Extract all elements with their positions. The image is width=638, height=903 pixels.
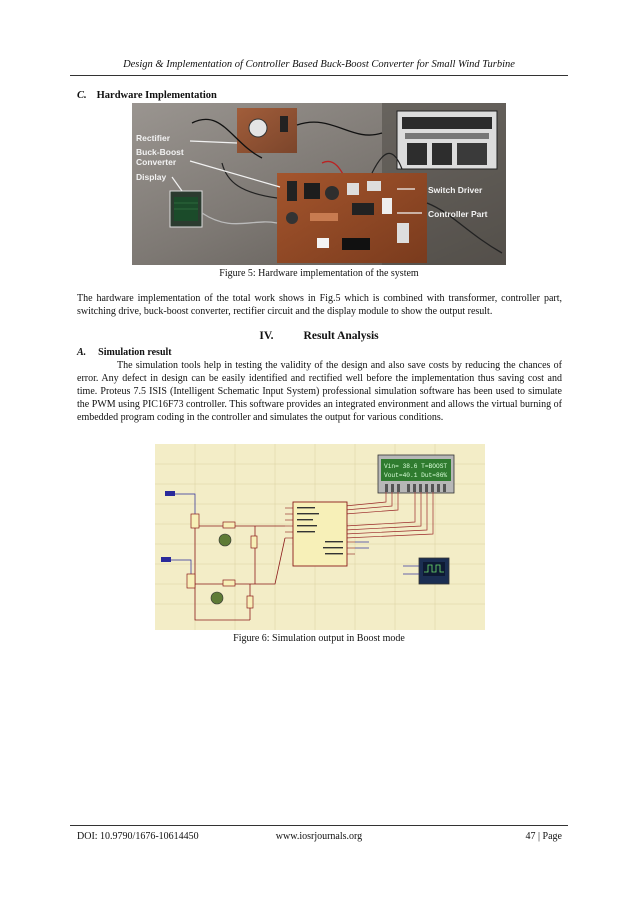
label-buck-boost-2: Converter	[136, 157, 177, 167]
footer-page: 47 | Page	[525, 831, 562, 842]
paragraph-simulation: The simulation tools help in testing the validity of the design and also save costs by reducing the chances of error. Any defect in design can be easily identified and rectified well before the implementation thus saving cost and time. Proteus 7.5 ISIS (Intelligent Schematic Input System) professional simulation software has been used to simulate the PWM using PIC16F73 controller. This software provides an integrated environment and allows the virtual burning of embedded program coding in the controller and simulates the output for various conditions.	[77, 360, 562, 423]
figure-5-caption: Figure 5: Hardware implementation of the system	[219, 268, 419, 279]
lcd-line-2: Vout=40.1 Dut=86%	[384, 472, 448, 479]
proteus-schematic-illustration	[155, 444, 485, 630]
footer-rule	[70, 825, 568, 826]
subsection-a-title: Simulation result	[98, 347, 172, 358]
header-rule	[70, 75, 568, 76]
footer-site: www.iosrjournals.org	[275, 831, 363, 842]
lcd-line-1: Vin= 38.6 T=BOOST	[384, 463, 448, 470]
section-c-heading	[77, 90, 217, 101]
label-display: Display	[136, 172, 167, 182]
label-buck-boost-1: Buck-Boost	[136, 147, 184, 157]
figure-5-photo	[132, 103, 506, 265]
section-c-title: Hardware Implementation	[96, 90, 217, 101]
footer-doi: DOI: 10.9790/1676-10614450	[77, 831, 199, 842]
section-iv-number: IV.	[259, 330, 274, 342]
section-iv-title: Result Analysis	[303, 330, 379, 342]
running-header: Design & Implementation of Controller Based Buck-Boost Converter for Small Wind Turbine	[123, 59, 515, 70]
figure-6-caption: Figure 6: Simulation output in Boost mode	[233, 633, 405, 644]
section-iv-heading	[0, 330, 638, 342]
subsection-a-heading	[77, 347, 172, 358]
label-rectifier: Rectifier	[136, 133, 171, 143]
label-controller-part: Controller Part	[428, 209, 488, 219]
subsection-a-label: A.	[77, 347, 87, 358]
label-switch-driver: Switch Driver	[428, 185, 483, 195]
paragraph-hardware: The hardware implementation of the total work shows in Fig.5 which is combined with transformer, controller part, switching drive, buck-boost converter, rectifier circuit and the display module to show the output result.	[77, 293, 562, 317]
hardware-photo-illustration	[132, 103, 506, 265]
section-c-label: C.	[77, 90, 87, 101]
figure-6-schematic	[155, 444, 485, 630]
